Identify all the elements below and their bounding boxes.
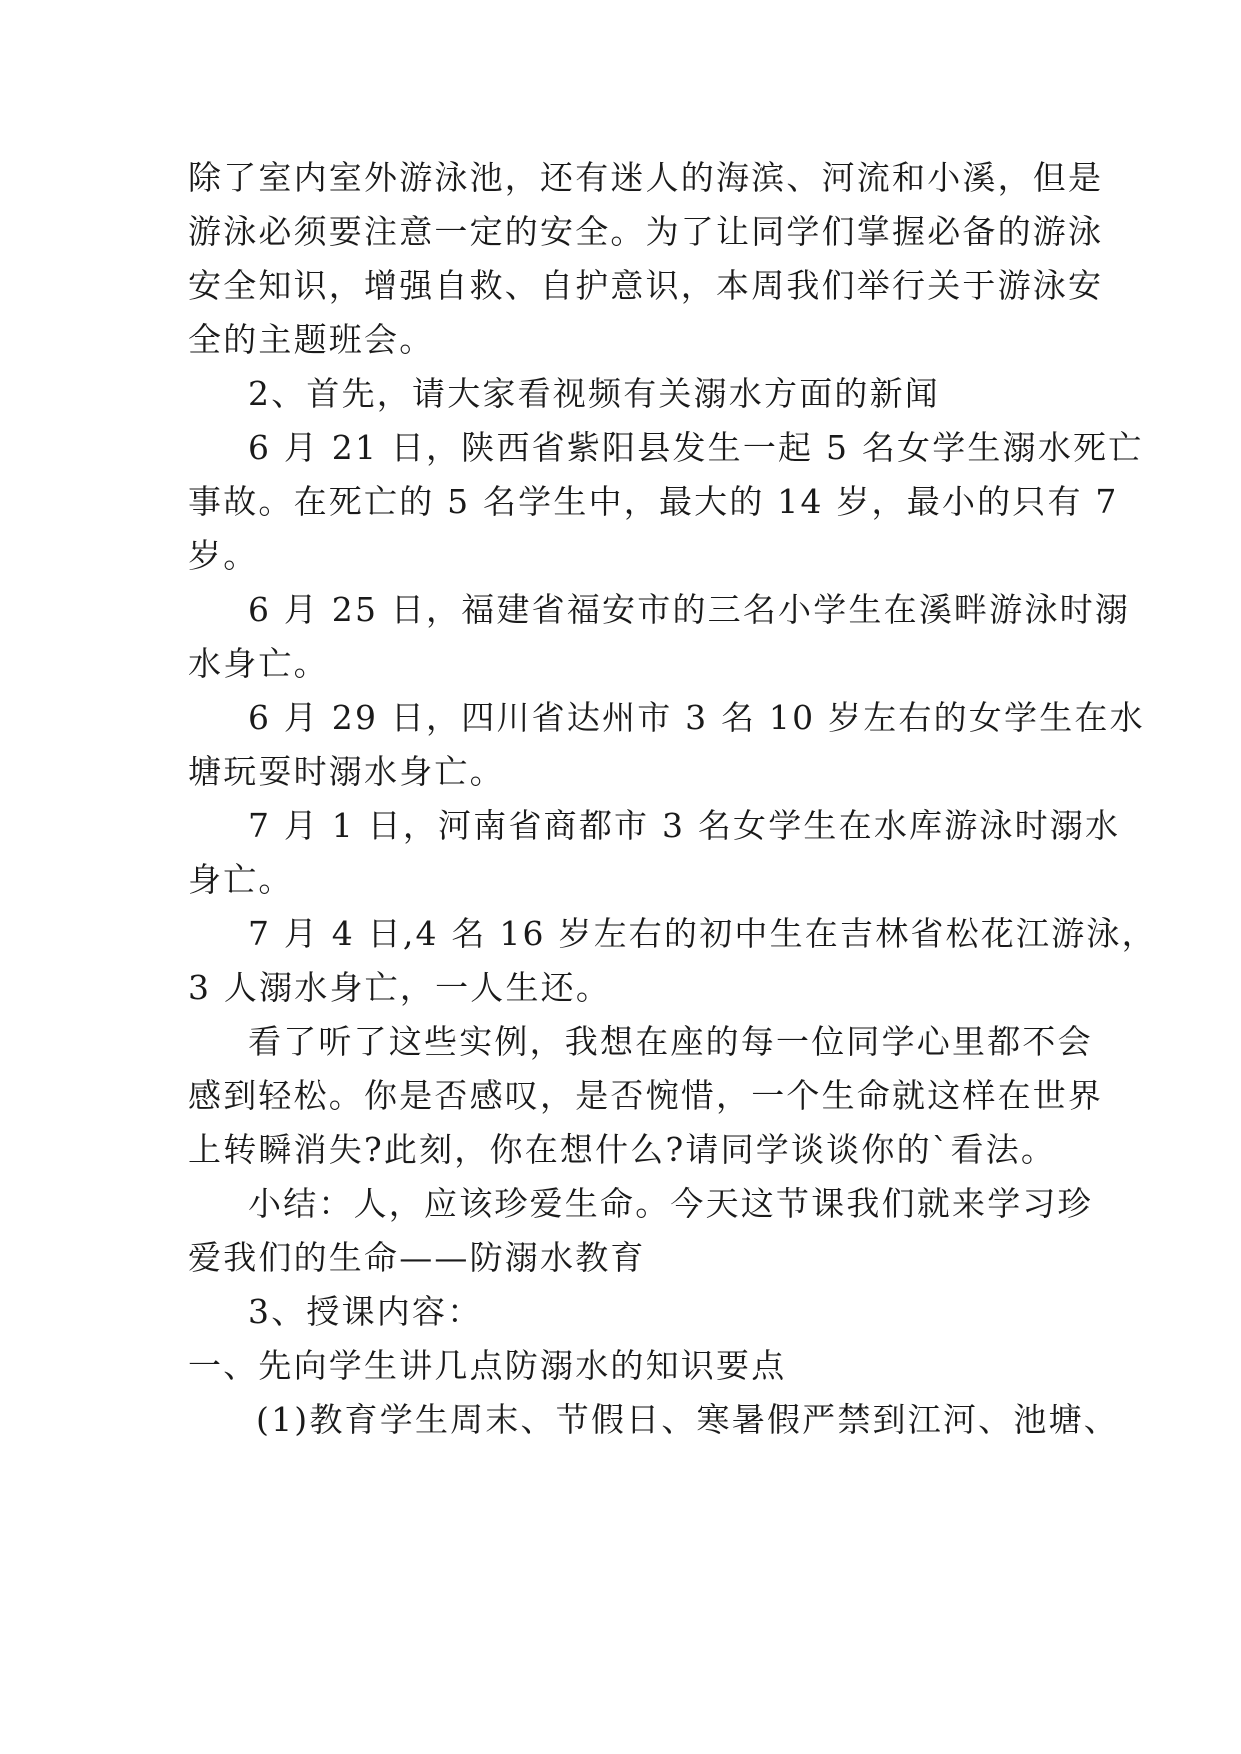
text-line: 2、首先，请大家看视频有关溺水方面的新闻 — [248, 374, 940, 413]
text-line: 除了室内室外游泳池，还有迷人的海滨、河流和小溪，但是 — [188, 158, 1104, 197]
text-line: 7 月 1 日，河南省商都市 3 名女学生在水库游泳时溺水 — [248, 806, 1121, 845]
text-line: 7 月 4 日,4 名 16 岁左右的初中生在吉林省松花江游泳， — [248, 914, 1157, 953]
text-line: 6 月 29 日，四川省达州市 3 名 10 岁左右的女学生在水 — [248, 698, 1145, 737]
text-line: 小结：人，应该珍爱生命。今天这节课我们就来学习珍 — [248, 1184, 1093, 1223]
text-line: 岁。 — [188, 536, 259, 575]
text-line: 事故。在死亡的 5 名学生中，最大的 14 岁，最小的只有 7 — [188, 482, 1119, 521]
text-line: 游泳必须要注意一定的安全。为了让同学们掌握必备的游泳 — [188, 212, 1104, 251]
text-line: 塘玩耍时溺水身亡。 — [188, 752, 505, 791]
text-line: 6 月 25 日，福建省福安市的三名小学生在溪畔游泳时溺 — [248, 590, 1131, 629]
text-line: 看了听了这些实例，我想在座的每一位同学心里都不会 — [248, 1022, 1093, 1061]
text-line: (1)教育学生周末、节假日、寒暑假严禁到江河、池塘、 — [256, 1400, 1119, 1439]
text-line: 3、授课内容： — [248, 1292, 483, 1331]
text-line: 3 人溺水身亡，一人生还。 — [188, 968, 612, 1007]
text-line: 水身亡。 — [188, 644, 329, 683]
text-line: 安全知识，增强自救、自护意识，本周我们举行关于游泳安 — [188, 266, 1104, 305]
text-line: 身亡。 — [188, 860, 294, 899]
text-line: 一、先向学生讲几点防溺水的知识要点 — [188, 1346, 787, 1385]
text-line: 感到轻松。你是否感叹，是否惋惜，一个生命就这样在世界 — [188, 1076, 1104, 1115]
text-line: 爱我们的生命——防溺水教育 — [188, 1238, 646, 1277]
text-line: 全的主题班会。 — [188, 320, 435, 359]
text-line: 上转瞬消失?此刻，你在想什么?请同学谈谈你的`看法。 — [188, 1130, 1057, 1169]
text-line: 6 月 21 日，陕西省紫阳县发生一起 5 名女学生溺水死亡 — [248, 428, 1144, 467]
